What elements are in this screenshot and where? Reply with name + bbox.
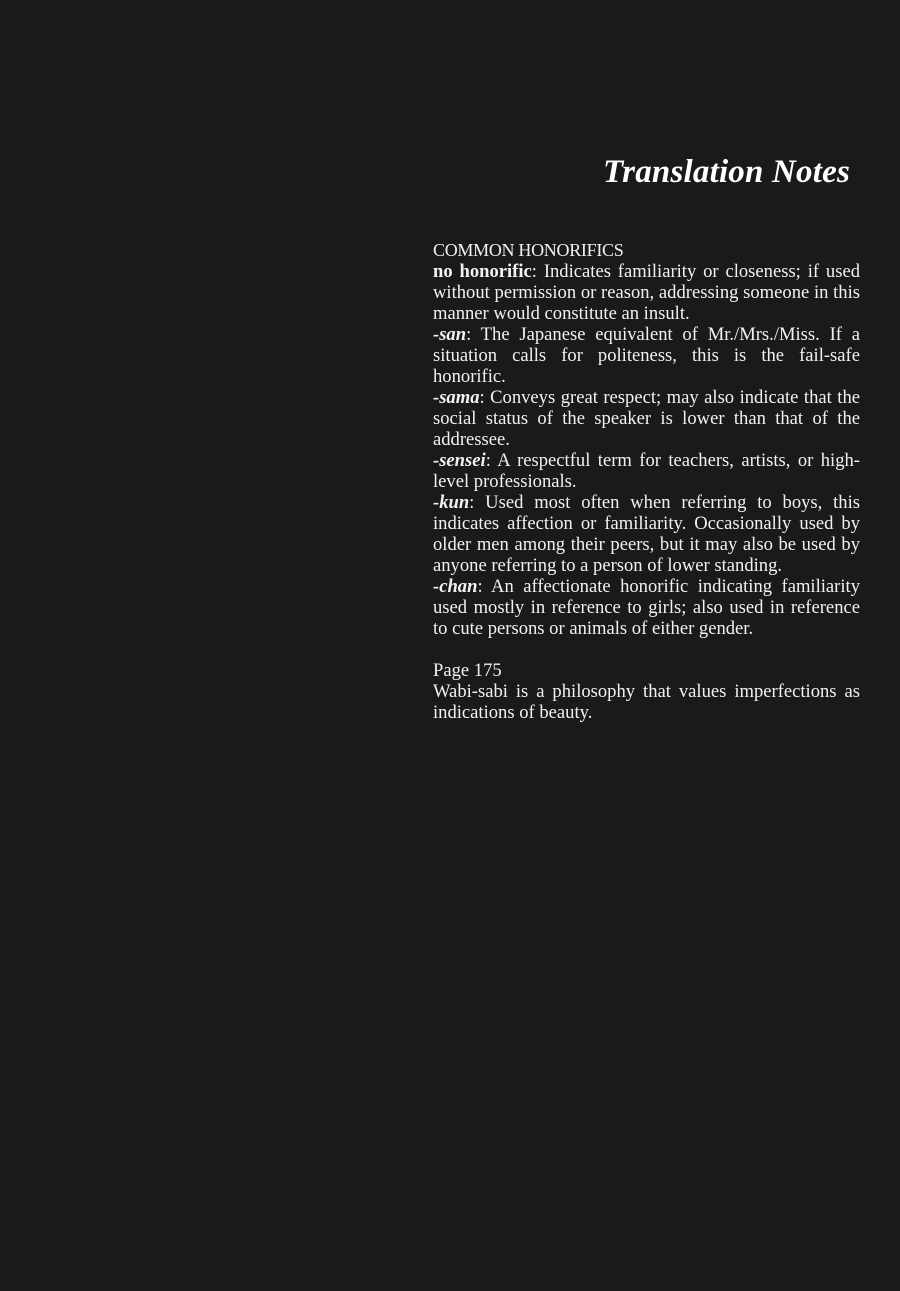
note-page-reference: Page 175: [433, 660, 502, 681]
spacer: [433, 639, 860, 660]
honorific-entry-no-honorific: [433, 261, 860, 324]
honorific-definition: Conveys great respect; may also indicate that the social status of the speaker is lower than that of the addressee.: [433, 387, 860, 450]
honorific-term: -kun: [433, 492, 470, 513]
separator: :: [469, 492, 475, 513]
separator: :: [479, 387, 485, 408]
separator: :: [485, 450, 491, 471]
separator: :: [531, 261, 537, 282]
note-text: Wabi-sabi is a philosophy that values imperfections as indications of beauty.: [433, 681, 860, 723]
honorific-definition: The Japanese equivalent of Mr./Mrs./Miss. If a situation calls for politeness, this is the fail-safe honorific.: [433, 324, 860, 387]
section-heading: COMMON HONORIFICS: [433, 240, 624, 260]
translation-notes-body: [433, 240, 860, 723]
honorific-term: -san: [433, 324, 467, 345]
honorific-definition: A respectful term for teachers, artists, or high-level professionals.: [433, 450, 860, 492]
honorific-entry-san: [433, 324, 860, 387]
separator: :: [466, 324, 472, 345]
separator: :: [477, 576, 483, 597]
honorific-entry-kun: [433, 492, 860, 576]
honorific-entry-sensei: [433, 450, 860, 492]
honorific-term: -sensei: [433, 450, 486, 471]
honorific-definition: Indicates familiarity or closeness; if used without permission or reason, addressing someone in this manner would constitute an insult.: [433, 261, 860, 324]
honorific-term: no honorific: [433, 261, 532, 282]
honorific-term: -chan: [433, 576, 478, 597]
honorific-term: -sama: [433, 387, 480, 408]
honorific-entry-chan: [433, 576, 860, 639]
honorific-entry-sama: [433, 387, 860, 450]
honorific-definition: An affectionate honorific indicating familiarity used mostly in reference to girls; also used in reference to cute persons or animals of either gender.: [433, 576, 860, 639]
page-title: Translation Notes: [603, 154, 850, 190]
honorific-definition: Used most often when referring to boys, this indicates affection or familiarity. Occasionally used by older men among their peers, but it may also be used by anyone referring to a person of lower standing.: [433, 492, 860, 576]
